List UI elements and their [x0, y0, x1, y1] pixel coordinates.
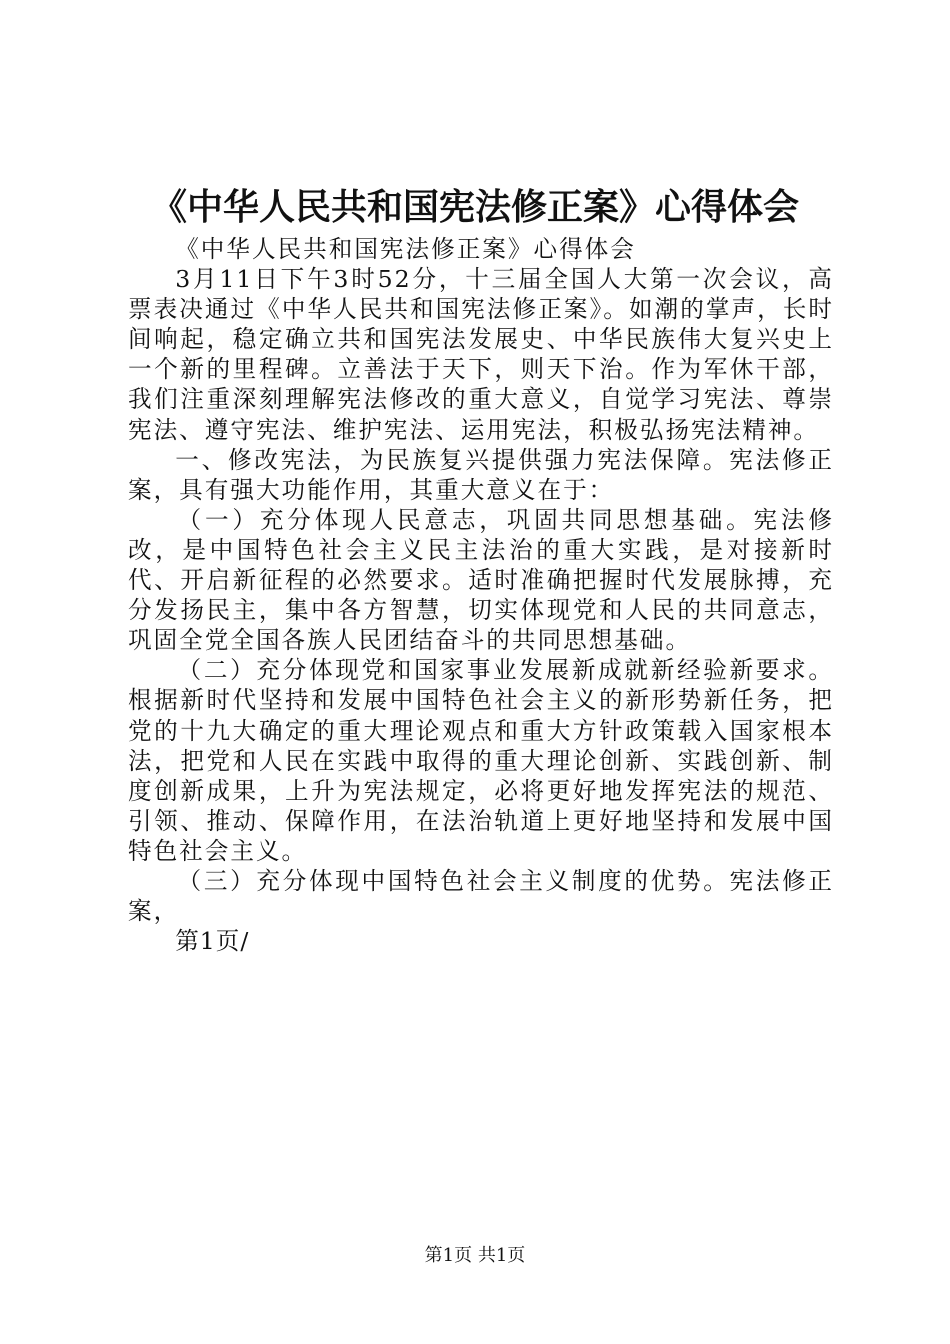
page-footer: 第1页 共1页	[424, 1245, 526, 1266]
paragraph-subtitle: 《中华人民共和国宪法修正案》心得体会	[175, 235, 636, 263]
page-title: 《中华人民共和国宪法修正案》心得体会	[150, 186, 799, 228]
paragraph-point-three: （三）充分体现中国特色社会主义制度的优势。宪法修正案，	[128, 866, 834, 926]
paragraph-section-one: 一、修改宪法，为民族复兴提供强力宪法保障。宪法修正案，具有强大功能作用，其重大意义在于：	[128, 445, 834, 504]
paragraph-intro: 3月11日下午3时52分，十三届全国人大第一次会议，高票表决通过《中华人民共和国宪法修正案》。如潮的掌声，长时间响起，稳定确立共和国宪法发展史、中华民族伟大复兴史上一个新的里程碑。立善法于天下，则天下治。作为军休干部，我们注重深刻理解宪法修改的重大意义，自觉学习宪法、尊崇宪法、遵守宪法、维护宪法、运用宪法，积极弘扬宪法精神。	[128, 265, 834, 444]
inline-page-marker: 第1页/	[175, 927, 250, 956]
paragraph-point-two: （二）充分体现党和国家事业发展新成就新经验新要求。根据新时代坚持和发展中国特色社会主义的新形势新任务，把党的十九大确定的重大理论观点和重大方针政策载入国家根本法，把党和人民在实践中取得的重大理论创新、实践创新、制度创新成果，上升为宪法规定，必将更好地发挥宪法的规范、引领、推动、保障作用，在法治轨道上更好地坚持和发展中国特色社会主义。	[128, 656, 834, 865]
document-body	[128, 234, 834, 956]
paragraph-point-one: （一）充分体现人民意志，巩固共同思想基础。宪法修改，是中国特色社会主义民主法治的重大实践，是对接新时代、开启新征程的必然要求。适时准确把握时代发展脉搏，充分发扬民主，集中各方智慧，切实体现党和人民的共同意志，巩固全党全国各族人民团结奋斗的共同思想基础。	[128, 505, 834, 655]
